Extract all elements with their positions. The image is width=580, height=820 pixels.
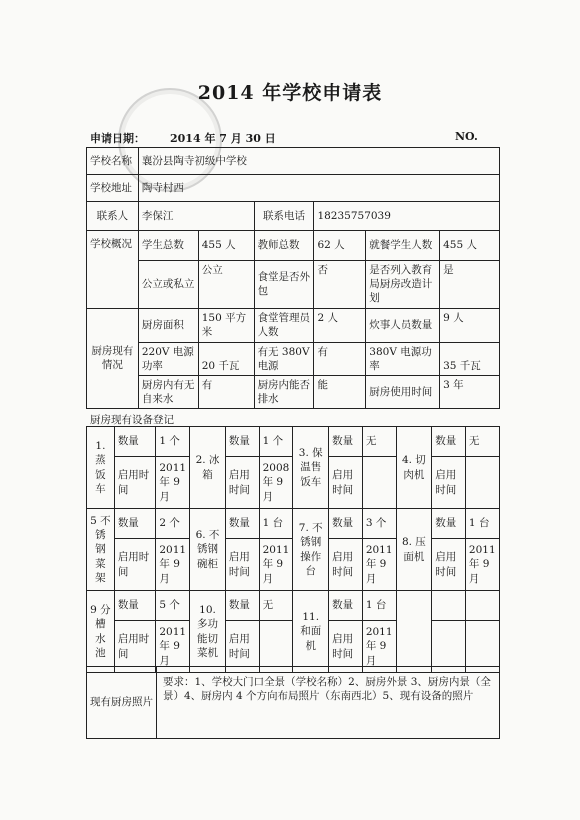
power380-value: 35 千瓦	[440, 342, 500, 375]
date-value: 2011 年 9 月	[465, 539, 499, 591]
equipment-name: 11. 和面机	[293, 591, 329, 673]
date-label: 启用时间	[432, 457, 466, 509]
date-label: 启用时间	[225, 621, 259, 673]
date-label: 申请日期：	[90, 132, 145, 145]
photos-table	[86, 666, 500, 739]
type-label: 公立或私立	[138, 261, 198, 309]
qty-value	[465, 591, 499, 621]
power220-label: 220V 电源功率	[138, 342, 198, 375]
plan-value: 是	[440, 261, 500, 309]
no-label: NO.	[455, 130, 478, 143]
qty-value: 1 台	[259, 509, 293, 539]
date-value: 2011 年 9 月	[156, 621, 190, 673]
has380-label: 有无 380V 电源	[254, 342, 314, 375]
date-label: 启用时间	[114, 539, 156, 591]
type-value: 公立	[198, 261, 254, 309]
equipment-name: 1. 蒸饭车	[87, 427, 115, 509]
qty-value: 2 个	[156, 509, 190, 539]
qty-label: 数量	[114, 591, 156, 621]
has380-value: 有	[314, 342, 366, 375]
qty-label: 数量	[225, 591, 259, 621]
power220-value: 20 千瓦	[198, 342, 254, 375]
equipment-name: 9 分槽水池	[87, 591, 115, 673]
teachers-label: 教师总数	[254, 231, 314, 261]
water-value: 有	[198, 375, 254, 408]
qty-label: 数量	[329, 509, 363, 539]
contact-value: 李保江	[138, 202, 254, 231]
qty-value: 无	[465, 427, 499, 457]
plan-label: 是否列入教育局厨房改造计划	[366, 261, 440, 309]
equipment-name: 4. 切肉机	[396, 427, 432, 509]
equipment-name: 10. 多功能切菜机	[190, 591, 226, 673]
school-address-label: 学校地址	[87, 175, 139, 202]
date-value: 2014 年 7 月 30 日	[170, 132, 276, 145]
date-value: 2011 年 9 月	[156, 457, 190, 509]
qty-value: 无	[259, 591, 293, 621]
date-label: 启用时间	[114, 457, 156, 509]
years-value: 3 年	[440, 375, 500, 408]
kitchen-label: 厨房现有情况	[87, 308, 139, 409]
outsourced-value: 否	[314, 261, 366, 309]
water-label: 厨房内有无自来水	[138, 375, 198, 408]
years-label: 厨房使用时间	[366, 375, 440, 408]
date-value: 2011 年 9 月	[156, 539, 190, 591]
date-label: 启用时间	[114, 621, 156, 673]
diners-value: 455 人	[440, 231, 500, 261]
date-value	[465, 457, 499, 509]
drain-label: 厨房内能否排水	[254, 375, 314, 408]
date-label: 启用时间	[329, 621, 363, 673]
students-value: 455 人	[198, 231, 254, 261]
qty-value: 1 台	[362, 591, 396, 621]
school-name-label: 学校名称	[87, 148, 139, 175]
staff-value: 9 人	[440, 308, 500, 342]
contact-label: 联系人	[87, 202, 139, 231]
phone-value: 18235757039	[314, 202, 500, 231]
qty-label: 数量	[432, 427, 466, 457]
school-info-table	[86, 147, 500, 409]
qty-label: 数量	[225, 427, 259, 457]
date-bar	[90, 130, 490, 146]
phone-label: 联系电话	[254, 202, 314, 231]
date-label: 启用时间	[225, 539, 259, 591]
equipment-name: 5 不锈钢菜架	[87, 509, 115, 591]
qty-label: 数量	[225, 509, 259, 539]
staff-label: 炊事人员数量	[366, 308, 440, 342]
equipment-name	[396, 591, 432, 673]
qty-label: 数量	[114, 427, 156, 457]
manager-label: 食堂管理员人数	[254, 308, 314, 342]
date-value: 2011 年 9 月	[362, 621, 396, 673]
date-value: 2011 年 9 月	[259, 539, 293, 591]
date-value: 2011 年 9 月	[362, 539, 396, 591]
date-value	[465, 621, 499, 673]
date-value: 2008 年 9 月	[259, 457, 293, 509]
qty-value: 1 台	[465, 509, 499, 539]
drain-value: 能	[314, 375, 366, 408]
qty-label	[432, 591, 466, 621]
teachers-value: 62 人	[314, 231, 366, 261]
qty-label: 数量	[432, 509, 466, 539]
photos-label: 现有厨房照片	[87, 667, 157, 739]
area-label: 厨房面积	[138, 308, 198, 342]
outsourced-label: 食堂是否外包	[254, 261, 314, 309]
school-address-value: 陶寺村西	[138, 175, 499, 202]
date-label	[432, 621, 466, 673]
power380-label: 380V 电源功率	[366, 342, 440, 375]
date-value	[259, 621, 293, 673]
manager-value: 2 人	[314, 308, 366, 342]
equipment-table	[86, 426, 500, 673]
qty-value: 3 个	[362, 509, 396, 539]
qty-label: 数量	[114, 509, 156, 539]
equipment-name: 2. 冰箱	[190, 427, 226, 509]
diners-label: 就餐学生人数	[366, 231, 440, 261]
qty-value: 1 个	[156, 427, 190, 457]
date-label: 启用时间	[432, 539, 466, 591]
school-name-value: 襄汾县陶寺初级中学校	[138, 148, 499, 175]
equipment-name: 8. 压面机	[396, 509, 432, 591]
date-label: 启用时间	[225, 457, 259, 509]
qty-value: 1 个	[259, 427, 293, 457]
page-title: 2014 年学校申请表	[197, 82, 383, 104]
qty-label: 数量	[329, 591, 363, 621]
qty-value: 5 个	[156, 591, 190, 621]
equipment-name: 3. 保温售饭车	[293, 427, 329, 509]
qty-value: 无	[362, 427, 396, 457]
overview-label: 学校概况	[87, 231, 139, 309]
date-value	[362, 457, 396, 509]
date-label: 启用时间	[329, 457, 363, 509]
area-value: 150 平方米	[198, 308, 254, 342]
photos-requirements: 要求：1、学校大门口全景（学校名称）2、厨房外景 3、厨房内景（全景）4、厨房内 4 个方向布局照片（东南西北）5、现有设备的照片	[157, 667, 500, 739]
date-label: 启用时间	[329, 539, 363, 591]
students-label: 学生总数	[138, 231, 198, 261]
qty-label: 数量	[329, 427, 363, 457]
equipment-section-title: 厨房现有设备登记	[90, 414, 174, 426]
equipment-name: 7. 不锈钢操作台	[293, 509, 329, 591]
equipment-name: 6. 不锈钢碗柜	[190, 509, 226, 591]
